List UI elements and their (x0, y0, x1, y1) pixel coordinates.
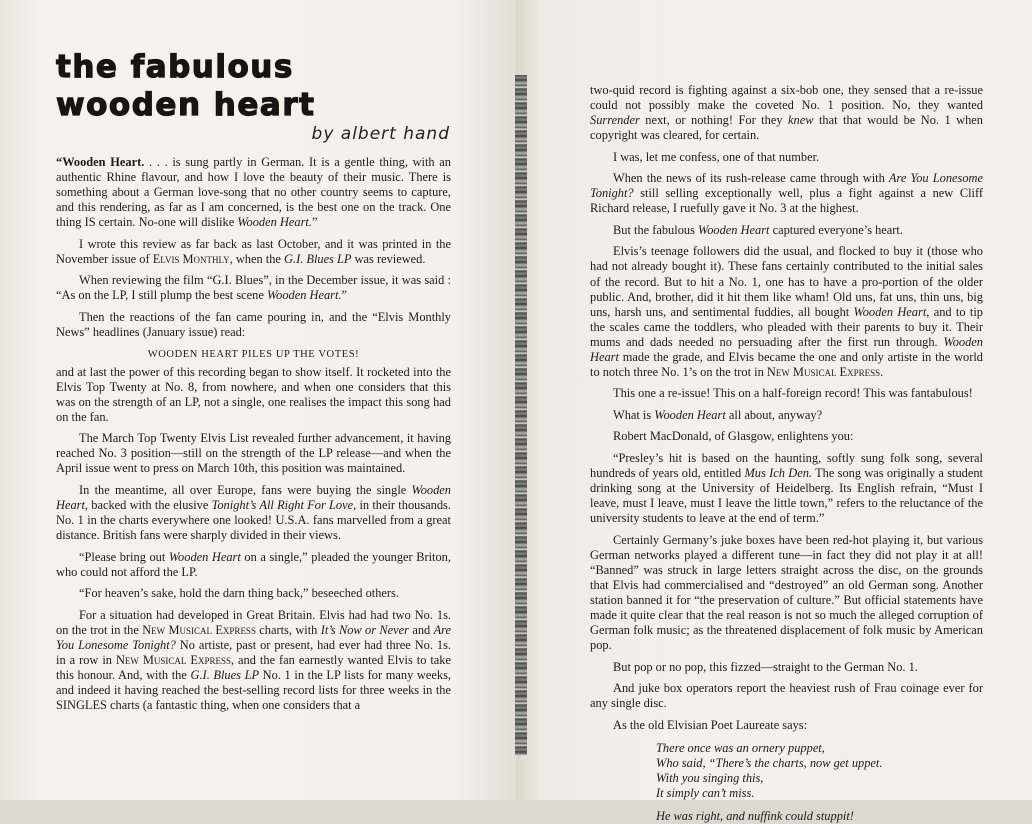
text: and to tip the scales came the toddlers, who pleaded with their parents to buy it. Their mums and dads needed no persuading after the first run through. (590, 304, 983, 349)
publication-name: New Musical Express (142, 622, 256, 637)
paragraph (56, 273, 451, 303)
paragraph: “For heaven’s sake, hold the darn thing back,” beseeched others. (79, 586, 399, 601)
title-line-2: wooden heart (56, 87, 316, 123)
text: in their thousands. No. 1 in the charts everywhere one looked! U.S.A. fans marvelled from a great distance. British fans were sharply divided in their views. (56, 497, 451, 543)
left-page (0, 0, 516, 800)
emphasis: knew (788, 113, 814, 128)
text: In the meantime, all over Europe, fans were buying the single (79, 482, 412, 497)
text: that that would be No. 1 when copyright was cleared, for certain. (590, 113, 983, 143)
text: When the news of its rush-release came through with (613, 171, 889, 186)
text: For a situation had developed in Great Britain. Elvis had had two No. 1s. on the trot in the (56, 607, 451, 637)
song-title: Wooden Heart (590, 334, 983, 364)
song-title: Are You Lonesome Tonight? (56, 622, 451, 652)
text: still selling exceptionally well, plus a fight against a new Cliff Richard release, I ruefully gave it No. 3 at the highest. (590, 186, 983, 216)
paragraph (56, 608, 451, 713)
text: made the grade, and Elvis became the one and only artiste in the world to notch three No. 1’s on the trot in (590, 349, 983, 379)
song-title: It’s Now or Never (320, 622, 409, 637)
text: was reviewed. (351, 251, 426, 266)
text: No artiste, past or present, had ever had three No. 1s. in a row in (56, 637, 451, 667)
text: . (880, 364, 884, 379)
page-gutter (515, 75, 527, 755)
text: backed with the elusive (88, 497, 212, 512)
paragraph: I was, let me confess, one of that number. (613, 149, 820, 164)
text: and (408, 622, 434, 637)
publication-name: New Musical Express (766, 364, 881, 379)
paragraph: But pop or no pop, this fizzed—straight to the German No. 1. (613, 659, 918, 674)
right-column (590, 83, 983, 824)
paragraph: And juke box operators report the heaviest rush of Frau coinage ever for any single disc. (590, 681, 983, 711)
song-title: Tonight’s All Right For Love, (211, 497, 357, 512)
song-title: Wooden Heart (654, 407, 726, 422)
paragraph (590, 83, 983, 143)
poem-line: He was right, and nuffink could stuppit! (656, 808, 854, 823)
song-title: Surrender (590, 113, 640, 128)
album-title: G.I. Blues LP (284, 251, 352, 266)
paragraph: Certainly Germany’s juke boxes have been red-hot playing it, but various German networks played a different tune—in fact they did not play it at all! “Banned” was struck in large letters straight across the disc, on the grounds that Elvis had commercialised and “destroyed” an old German song. Another station banned it for “the preservation of culture.” But official statements have made it quite clear that the real reason is not so much the alleged corruption of German folk music; as the threatened displacement of folk music by American pop. (590, 532, 983, 653)
song-title: Wooden Heart. (266, 288, 342, 303)
publication-name: Elvis Monthly (152, 251, 230, 266)
text: captured everyone’s heart. (769, 222, 903, 237)
text: No. 1 in the LP lists for many weeks, and indeed it having reached the best-selling record lists for three weeks in the SINGLES charts (a fantastic thing, when one considers that a (56, 667, 451, 712)
lead-text: “Wooden Heart. (56, 155, 145, 169)
byline: by albert hand (311, 124, 450, 144)
song-title: Wooden Heart (168, 549, 241, 564)
text: “Please bring out (79, 549, 169, 564)
text: “Presley’s hit is based on the haunting, softly sung folk song, several hundreds of years old, entitled (590, 450, 983, 481)
paragraph (56, 237, 451, 267)
poem-line: Who said, “There’s the charts, now get uppet. (656, 755, 883, 770)
paragraph: Robert MacDonald, of Glasgow, enlightens you: (613, 429, 854, 444)
text: ” (311, 215, 318, 230)
text: The song was originally a student drinking song at the University of Heidelberg. Its English refrain, “Must I leave, must I leave, must I leave the little town,” refers to the reluctance of the university students to leave at the end of term.” (590, 466, 983, 526)
text: , and the fan earnestly wanted Elvis to take this honour. And, with the (56, 652, 452, 682)
text: What is (613, 407, 655, 422)
paragraph (590, 408, 983, 423)
paragraph (56, 155, 451, 230)
text: When reviewing the film “G.I. Blues”, in the December issue, it was said : “As on the LP, I still plump the best scene (56, 273, 451, 303)
paragraph (590, 223, 983, 238)
paragraph: and at last the power of this recording began to show itself. It rocketed into the Elvis Top Twenty at No. 8, from nowhere, and when one considers that this was on the strength of an LP, not a single, one realises the impact this song had on the fan. (56, 364, 451, 424)
song-title: Are You Lonesome Tonight? (590, 171, 983, 201)
text: , when the (229, 251, 285, 266)
paragraph: Then the reactions of the fan came pouring in, and the “Elvis Monthly News” headlines (January issue) read: (56, 309, 451, 339)
poem (656, 741, 983, 824)
text: ” (341, 288, 348, 303)
article-title (56, 48, 315, 124)
paragraph: As the old Elvisian Poet Laureate says: (613, 717, 808, 732)
text: on a single,” pleaded the younger Briton, who could not afford the LP. (56, 549, 451, 579)
paragraph (56, 483, 451, 543)
paragraph (590, 244, 983, 379)
paragraph (56, 550, 451, 580)
poem-line: It simply can’t miss. (656, 786, 755, 801)
text: all about, anyway? (725, 407, 823, 422)
paragraph (590, 171, 983, 216)
text: two-quid record is fighting against a six-bob one, they sensed that a re-issue could not possibly make the coveted No. 1 position. No, they wanted (590, 83, 983, 113)
publication-name: New Musical Express (115, 652, 231, 667)
song-title: Wooden Heart (698, 222, 770, 237)
title-line-1: the fabulous (56, 49, 294, 85)
paragraph: This one a re-issue! This on a half-foreign record! This was fantabulous! (613, 386, 973, 401)
song-title: Wooden Heart. (237, 215, 312, 230)
text: Elvis’s teenage followers did the usual, and flocked to buy it (those who had not already bought it). These fans certainly contributed to the initial sales of the record. But to hit a No. 1, one has to have a pro-portion of the older public. And, brother, did it hit them like wham! Old uns, fat uns, thin uns, big uns, harsh uns, and sentimental fuddies, all bought (590, 244, 983, 319)
headline-quote: WOODEN HEART PILES UP THE VOTES! (147, 348, 360, 360)
song-title: Wooden Heart, (56, 482, 451, 512)
text: But the fabulous (613, 222, 699, 237)
text: I wrote this review as far back as last October, and it was printed in the November issue of (56, 236, 451, 266)
paragraph (590, 451, 983, 526)
poem-line: There once was an ornery puppet, (656, 740, 825, 755)
paragraph: The March Top Twenty Elvis List revealed further advancement, it having reached No. 3 position—still on the strength of the LP release—and when the April issue went to press on March 10th, this position was maintained. (56, 431, 451, 476)
text: . . . is sung partly in German. It is a gentle thing, with an authentic Rhine flavour, and how I love the beauty of their music. There is something about a German love-song that no other country seems to capture, and this rendering, as far as I am concerned, is the best one on the track. One thing IS certain. No-one will dislike (56, 155, 452, 230)
album-title: G.I. Blues LP (190, 667, 260, 682)
left-column (56, 155, 451, 720)
song-title: Wooden Heart, (853, 304, 930, 319)
song-title: Mus Ich Den. (744, 466, 812, 481)
poem-line: With you singing this, (656, 771, 764, 786)
text: next, or nothing! For they (639, 113, 789, 128)
text: charts, with (255, 622, 321, 637)
